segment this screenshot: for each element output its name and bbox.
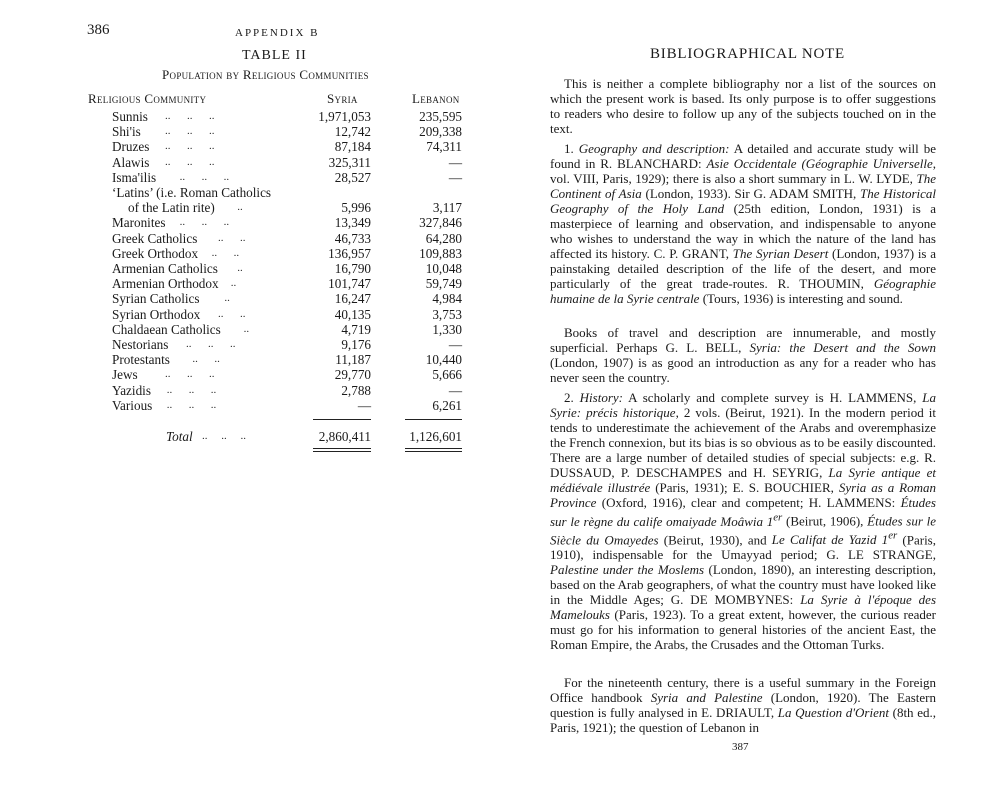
syria-value: 5,996 — [341, 200, 371, 216]
leader-dots: .. .. .. — [165, 110, 215, 122]
paragraph-intro: This is neither a complete bibliography nor a list of the sources on which the present work is based. Its only purpose is to offer suggestions to readers who desire to follow up any of the subjects touched on in the text. — [550, 76, 936, 137]
syria-value: 11,187 — [335, 352, 371, 368]
total-rule-bottom-lebanon-2 — [405, 451, 462, 452]
syria-value: 40,135 — [334, 306, 371, 322]
total-label: Total — [166, 429, 193, 444]
lebanon-value: 235,595 — [419, 109, 462, 124]
leader-dots: .. .. .. — [165, 140, 215, 153]
lebanon-value: 3,117 — [432, 200, 462, 216]
table-row — [0, 261, 499, 276]
syria-value: 9,176 — [341, 337, 371, 352]
leader-dots: .. — [237, 201, 243, 214]
community-name: Shi'is — [112, 124, 141, 140]
community-name: ‘Latins’ (i.e. Roman Catholics — [112, 185, 272, 200]
leader-dots: .. — [237, 262, 243, 274]
table-row — [0, 246, 499, 261]
page-number-left: 386 — [87, 22, 110, 38]
right-page — [499, 0, 998, 795]
lebanon-value: — — [448, 382, 462, 398]
table-row — [0, 276, 499, 291]
paragraph-nineteenth-century: For the nineteenth century, there is a useful summary in the Foreign Office handbook Syria and Palestine (London, 1920). The Eastern question is fully analysed in E. DRIAULT, La Question d'Orient (8th ed., Paris, 1921); the question of Lebanon in — [550, 675, 936, 736]
table-row — [0, 200, 499, 215]
total-rule-bottom-syria-2 — [313, 451, 371, 452]
syria-value: 46,733 — [334, 230, 371, 246]
table-row — [0, 231, 499, 246]
leader-dots: .. — [224, 292, 230, 305]
syria-value: 13,349 — [334, 215, 371, 231]
table-row — [0, 352, 499, 367]
leader-dots: .. .. .. — [166, 383, 217, 396]
community-name: Jews — [112, 367, 138, 383]
table-row — [0, 398, 499, 413]
table-row — [0, 215, 499, 230]
leader-dots: .. .. — [192, 353, 220, 366]
table-row — [0, 139, 499, 154]
community-name: Maronites — [112, 215, 166, 231]
community-name: Isma'ilis — [112, 169, 157, 185]
syria-value: 1,971,053 — [318, 109, 371, 124]
community-name: Nestorians — [112, 337, 169, 352]
leader-dots: .. .. — [218, 307, 246, 320]
lebanon-value: 3,753 — [432, 306, 462, 322]
total-rule-top-syria — [313, 419, 371, 420]
community-name: of the Latin rite) — [128, 200, 215, 216]
lebanon-value: 59,749 — [425, 276, 462, 292]
syria-value: 29,770 — [334, 367, 371, 383]
total-rule-bottom-syria — [313, 448, 371, 449]
total-lebanon: 1,126,601 — [409, 429, 462, 444]
column-header-lebanon: Lebanon — [412, 91, 460, 106]
syria-value: 28,527 — [334, 169, 371, 185]
syria-value: 12,742 — [334, 124, 371, 140]
table-title: TABLE II — [242, 48, 307, 63]
table-row — [0, 291, 499, 306]
table-row — [0, 124, 499, 139]
table-row — [0, 322, 499, 337]
lebanon-value: 209,338 — [419, 124, 462, 140]
page-number-right: 387 — [732, 741, 749, 753]
running-head: APPENDIX B — [235, 27, 320, 39]
community-name: Armenian Orthodox — [112, 276, 219, 292]
community-name: Greek Catholics — [112, 230, 198, 246]
leader-dots: .. .. .. — [179, 216, 230, 229]
lebanon-value: — — [448, 169, 462, 185]
lebanon-value: — — [448, 337, 462, 352]
syria-value: 136,957 — [328, 245, 371, 261]
syria-value: 16,247 — [334, 291, 371, 307]
community-name: Druzes — [112, 139, 150, 155]
lebanon-value: 4,984 — [432, 291, 462, 307]
paragraph-history: 2. History: A scholarly and complete survey is H. LAMMENS, La Syrie: précis historique, 2 vols. (Beirut, 1921). In the modern period it tends to underestimate the achievement of the Arabs and overemphasize the French connexion, but its bias is so obvious as to be easily discounted. There are a large number of detailed studies of special subjects: e.g. R. DUSSAUD, P. DESCHAMPES and H. SEYRIG, La Syrie antique et médiévale illustrée (Paris, 1931); E. S. BOUCHIER, Syria as a Roman Province (Oxford, 1916), clear and competent; H. LAMMENS: Études sur le règne du calife omaiyade Moâwia 1er (Beirut, 1906), Études sur le Siècle du Omayedes (Beirut, 1930), and Le Califat de Yazid 1er (Paris, 1910), indispensable for the Umayyad period; G. LE STRANGE, Palestine under the Moslems (London, 1890), an interesting description, based on the Arab geographers, of what the country must have looked like in the Middle Ages; G. DE MOMBYNES: La Syrie à l'époque des Mamelouks (Paris, 1923). To a great extent, however, the curious reader must go for his information to general histories of the ancient East, the Roman Empire, the Arabs, the Crusades and the Ottoman Turks. — [550, 390, 937, 653]
leader-dots: .. .. .. — [165, 155, 215, 168]
community-name: Armenian Catholics — [112, 261, 218, 276]
table-row — [0, 367, 499, 382]
lebanon-value: 64,280 — [425, 230, 462, 246]
community-name: Sunnis — [112, 109, 148, 124]
syria-value: 2,788 — [341, 382, 371, 398]
column-header-syria: Syria — [327, 91, 358, 106]
leader-dots: .. .. .. — [202, 430, 246, 442]
community-name: Syrian Catholics — [112, 291, 200, 307]
column-header-community: Religious Community — [88, 91, 207, 106]
leader-dots: .. — [230, 277, 237, 290]
syria-value: 101,747 — [328, 276, 371, 292]
table-row — [0, 155, 499, 170]
community-name: Various — [112, 397, 153, 413]
lebanon-value: 6,261 — [432, 397, 462, 413]
table-row — [0, 109, 499, 124]
lebanon-value: — — [448, 154, 462, 170]
table-row — [0, 185, 499, 200]
syria-value: 4,719 — [341, 321, 371, 337]
section-title: BIBLIOGRAPHICAL NOTE — [650, 46, 846, 62]
leader-dots: .. .. .. — [165, 125, 215, 138]
syria-value: 16,790 — [334, 261, 371, 276]
table-row — [0, 337, 499, 352]
syria-value: 87,184 — [334, 139, 371, 155]
leader-dots: .. .. .. — [179, 170, 230, 183]
leader-dots: .. .. .. — [166, 398, 217, 411]
community-name: Yazidis — [112, 382, 151, 398]
community-name: Syrian Orthodox — [112, 306, 201, 322]
lebanon-value: 5,666 — [432, 367, 462, 383]
leader-dots: .. .. .. — [186, 338, 236, 350]
community-name: Greek Orthodox — [112, 245, 199, 261]
leader-dots: .. .. — [211, 246, 240, 259]
table-subtitle: Population by Religious Communities — [162, 67, 369, 82]
lebanon-value: 74,311 — [426, 139, 462, 155]
syria-value: — — [357, 397, 371, 413]
leader-dots: .. .. .. — [165, 368, 215, 381]
leader-dots: .. — [243, 322, 250, 335]
lebanon-value: 1,330 — [432, 321, 462, 337]
total-rule-bottom-lebanon — [405, 448, 462, 449]
lebanon-value: 10,440 — [425, 352, 462, 368]
community-name: Chaldaean Catholics — [112, 321, 221, 337]
table-row — [0, 170, 499, 185]
lebanon-value: 109,883 — [419, 245, 462, 261]
community-name: Alawis — [112, 154, 150, 170]
total-rule-top-lebanon — [405, 419, 462, 420]
table-row — [0, 383, 499, 398]
total-row — [0, 429, 499, 444]
paragraph-travel: Books of travel and description are innumerable, and mostly superficial. Perhaps G. L. BELL, Syria: the Desert and the Sown (London, 1907) is as good an introduction as any for a reader who has never seen the country. — [550, 325, 936, 386]
leader-dots: .. .. — [218, 231, 246, 244]
table-row — [0, 307, 499, 322]
lebanon-value: 327,846 — [419, 215, 462, 231]
syria-value: 325,311 — [328, 154, 371, 170]
community-name: Protestants — [112, 352, 170, 368]
total-syria: 2,860,411 — [318, 429, 371, 444]
lebanon-value: 10,048 — [425, 261, 462, 276]
paragraph-geography: 1. Geography and description: A detailed and accurate study will be found in R. BLANCHARD: Asie Occidentale (Géographie Universelle, vol. VIII, Paris, 1929); there is also a short summary in L. W. LYDE, The Continent of Asia (London, 1933). Sir G. ADAM SMITH, The Historical Geography of the Holy Land (25th edition, London, 1931) is a masterpiece of learning and observation, and indispensable to anyone who wishes to understand the way in which the nature of the land has affected its history. C. P. GRANT, The Syrian Desert (London, 1937) is a painstaking detailed description of the life of the desert, and more particularly of the great trade-routes. R. THOUMIN, Géographie humaine de la Syrie centrale (Tours, 1936) is interesting and sound. — [550, 141, 937, 307]
